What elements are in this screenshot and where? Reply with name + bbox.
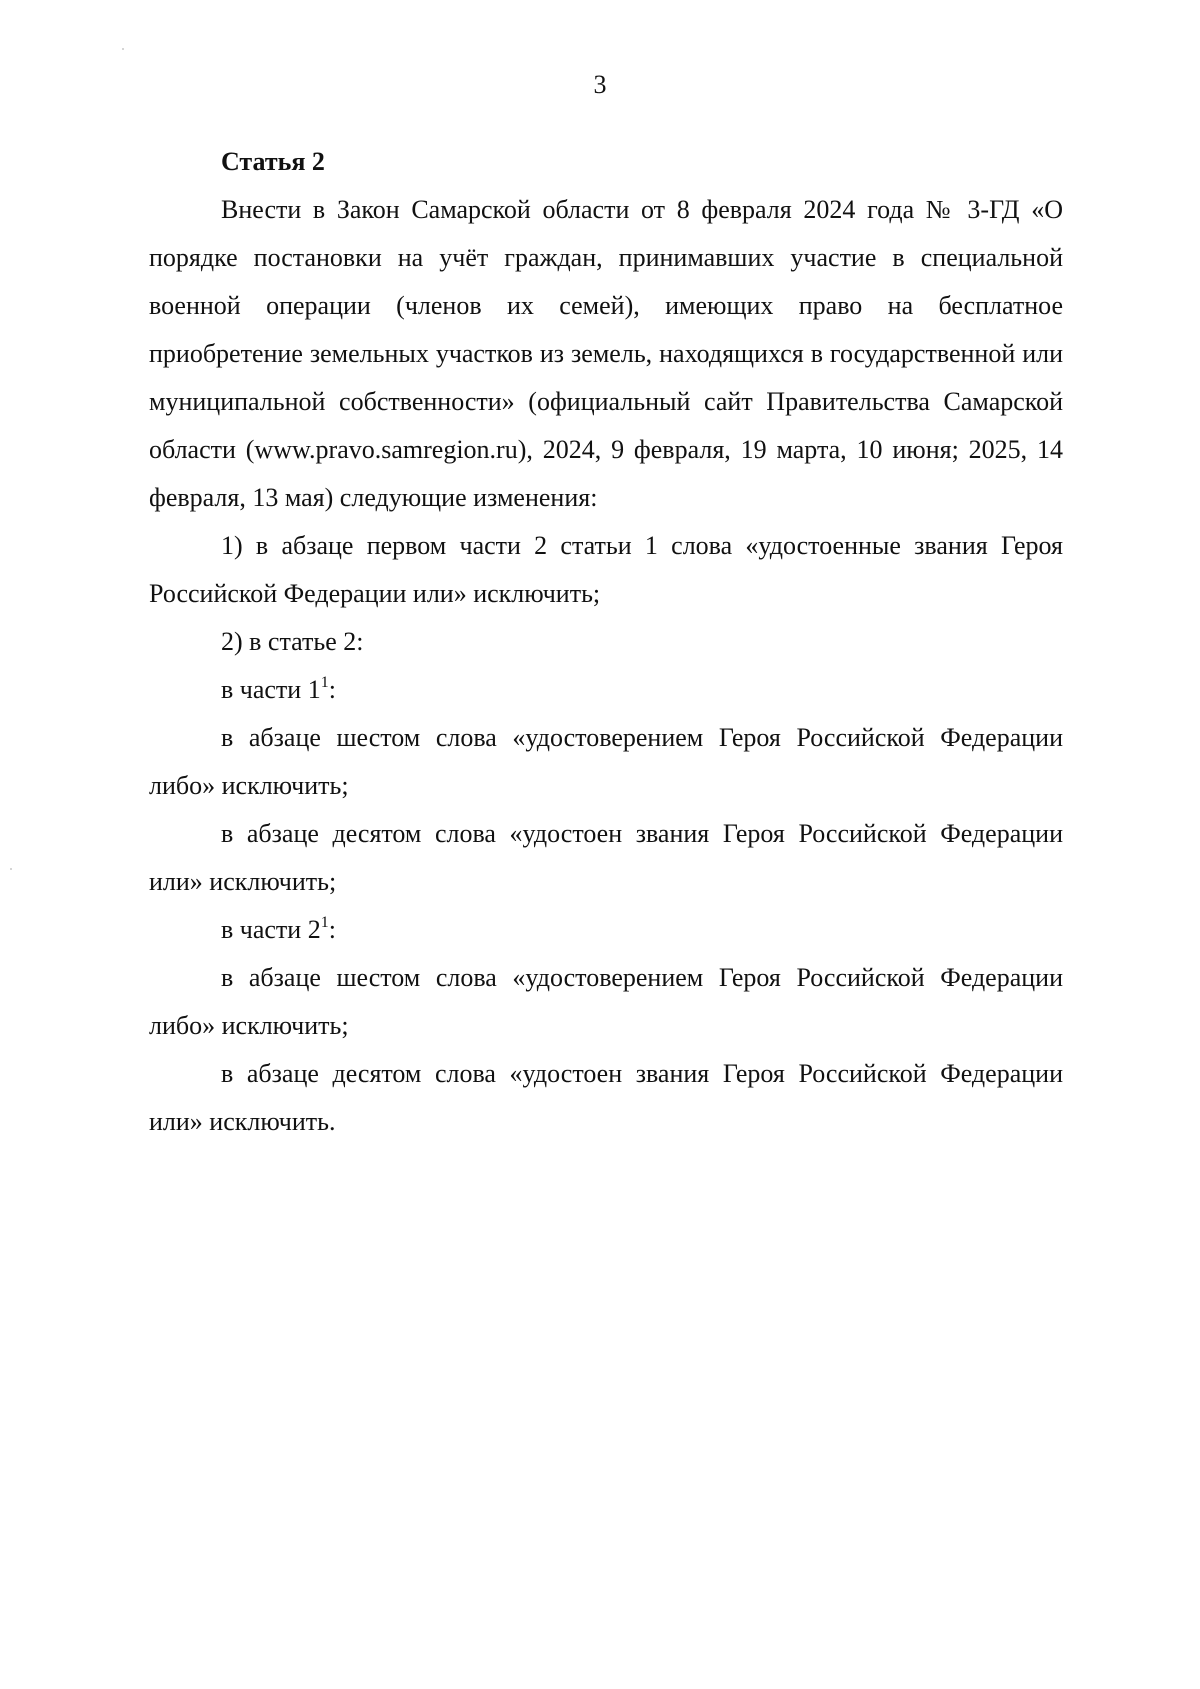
part-1-1-suffix: : <box>328 675 336 704</box>
part-1-1-paragraph-6: в абзаце шестом слова «удостоверением Героя Российской Федерации либо» исключить; <box>149 723 1063 800</box>
intro-paragraph: Внести в Закон Самарской области от 8 февраля 2024 года № 3-ГД «О порядке постановки на учёт граждан, принимавших участие в специальной военной операции (членов их семей), имеющих право на бесплатное приобретение земельных участков из земель, находящихся в государственной или муниципальной собственности» (официальный сайт Правительства Самарской области (www.pravo.samregion.ru), 2024, 9 февраля, 19 марта, 10 июня; 2025, 14 февраля, 13 мая) следующие изменения: <box>149 195 1063 512</box>
part-1-1-prefix: в части 1 <box>221 675 321 704</box>
part-2-1-prefix: в части 2 <box>221 915 321 944</box>
part-2-1-suffix: : <box>328 915 336 944</box>
part-2-1-paragraph-10: в абзаце десятом слова «удостоен звания Героя Российской Федерации или» исключить. <box>149 1059 1063 1136</box>
amendment-item-1: 1) в абзаце первом части 2 статьи 1 слова «удостоенные звания Героя Российской Федерации или» исключить; <box>149 531 1063 608</box>
document-body <box>149 138 1063 1146</box>
amendment-item-2: 2) в статье 2: <box>221 627 364 656</box>
scan-speck <box>122 48 124 50</box>
part-1-1-paragraph-10: в абзаце десятом слова «удостоен звания Героя Российской Федерации или» исключить; <box>149 819 1063 896</box>
part-1-1-superscript: 1 <box>320 674 329 691</box>
part-2-1-paragraph-6: в абзаце шестом слова «удостоверением Героя Российской Федерации либо» исключить; <box>149 963 1063 1040</box>
part-1-1-heading <box>149 666 1063 714</box>
article-heading: Статья 2 <box>221 147 325 176</box>
part-2-1-superscript: 1 <box>320 914 329 931</box>
page-number: 3 <box>593 70 607 99</box>
scan-speck <box>10 868 12 870</box>
part-2-1-heading <box>149 906 1063 954</box>
